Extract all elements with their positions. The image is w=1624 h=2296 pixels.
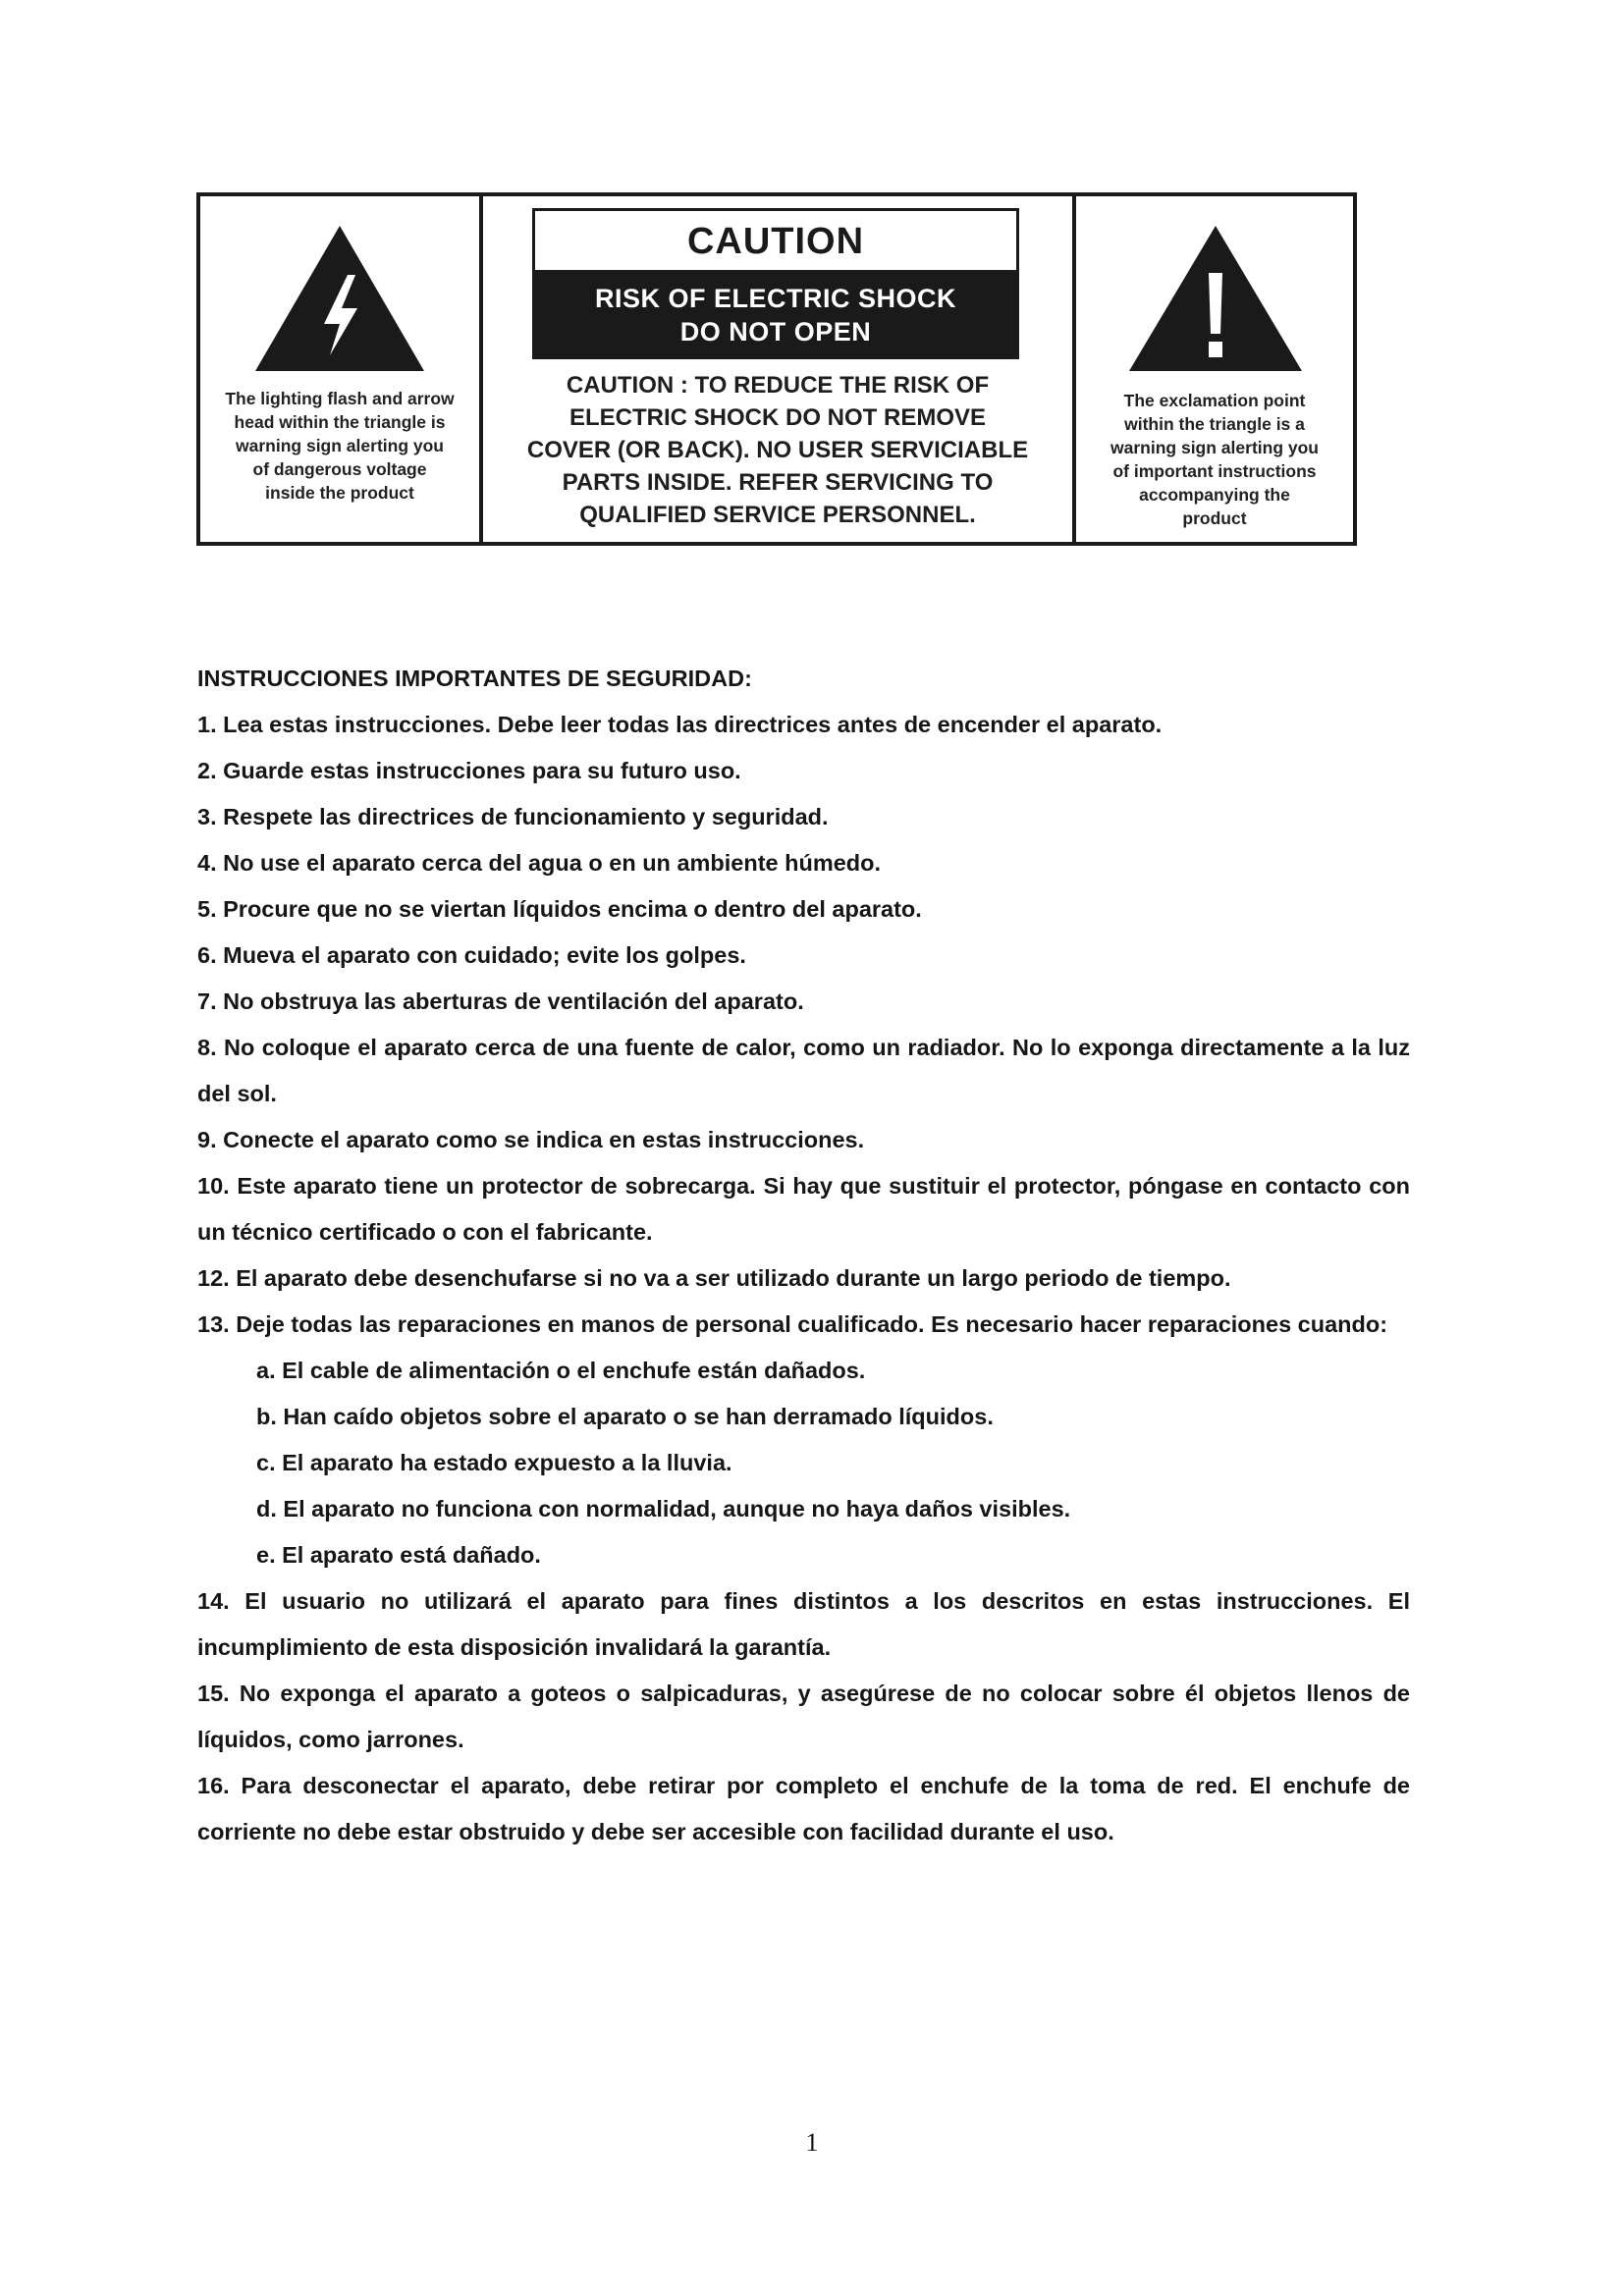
page-number: 1 [805, 2128, 819, 2157]
caution-title-box [532, 208, 1019, 359]
electric-shock-caption: The lighting flash and arrow head within the triangle is warning sign alerting you of dangerous voltage inside the product [225, 389, 455, 503]
instruction-item: 2. Guarde estas instrucciones para su futuro uso. [197, 758, 741, 783]
safety-instructions [197, 656, 1410, 1855]
electric-shock-warning-panel [200, 196, 483, 542]
instruction-item: 10. Este aparato tiene un protector de sobrecarga. Si hay que sustituir el protector, póngase en contacto con un técnico certificado o con el fabricante. [197, 1173, 1410, 1245]
instruction-item: 14. El usuario no utilizará el aparato para fines distintos a los descritos en estas instrucciones. El incumplimiento de esta disposición invalidará la garantía. [197, 1588, 1410, 1660]
lightning-flash-icon [253, 224, 426, 373]
instruction-item: 8. No coloque el aparato cerca de una fuente de calor, como un radiador. No lo exponga directamente a la luz del sol. [197, 1035, 1410, 1106]
instruction-item: 9. Conecte el aparato como se indica en estas instrucciones. [197, 1127, 865, 1152]
instruction-subitem: e. El aparato está dañado. [256, 1542, 541, 1568]
instruction-item: 12. El aparato debe desenchufarse si no va a ser utilizado durante un largo periodo de tiempo. [197, 1265, 1231, 1291]
caution-center-panel [483, 196, 1076, 542]
instructions-heading: INSTRUCCIONES IMPORTANTES DE SEGURIDAD: [197, 666, 752, 691]
risk-of-shock-band: RISK OF ELECTRIC SHOCK DO NOT OPEN [535, 270, 1016, 356]
caution-body-text: CAUTION : TO REDUCE THE RISK OF ELECTRIC SHOCK DO NOT REMOVE COVER (OR BACK). NO USER SERVICIABLE PARTS INSIDE. REFER SERVICING TO QUALIFIED SERVICE PERSONNEL. [526, 372, 1029, 528]
instruction-subitem: b. Han caído objetos sobre el aparato o se han derramado líquidos. [256, 1404, 994, 1429]
instruction-item: 13. Deje todas las reparaciones en manos de personal cualificado. Es necesario hacer reparaciones cuando: [197, 1311, 1388, 1337]
instruction-item: 5. Procure que no se viertan líquidos encima o dentro del aparato. [197, 896, 922, 922]
instruction-item: 7. No obstruya las aberturas de ventilación del aparato. [197, 988, 804, 1014]
instruction-item: 15. No exponga el aparato a goteos o salpicaduras, y asegúrese de no colocar sobre él objetos llenos de líquidos, como jarrones. [197, 1681, 1410, 1752]
instruction-item: 3. Respete las directrices de funcionamiento y seguridad. [197, 804, 829, 829]
exclamation-caption: The exclamation point within the triangle is a warning sign alerting you of important instructions accompanying the product [1110, 391, 1319, 528]
instruction-subitem: d. El aparato no funciona con normalidad, aunque no haya daños visibles. [256, 1496, 1071, 1522]
instruction-item: 16. Para desconectar el aparato, debe retirar por completo el enchufe de la toma de red. El enchufe de corriente no debe estar obstruido y debe ser accesible con facilidad durante el uso. [197, 1773, 1410, 1844]
important-instructions-panel [1076, 196, 1353, 542]
caution-title: CAUTION [686, 221, 865, 262]
instruction-item: 4. No use el aparato cerca del agua o en un ambiente húmedo. [197, 850, 882, 876]
instruction-item: 1. Lea estas instrucciones. Debe leer todas las directrices antes de encender el aparato. [197, 712, 1163, 737]
exclamation-icon [1127, 224, 1304, 373]
instruction-item: 6. Mueva el aparato con cuidado; evite los golpes. [197, 942, 746, 968]
instruction-subitem: c. El aparato ha estado expuesto a la lluvia. [256, 1450, 732, 1475]
instruction-subitem: a. El cable de alimentación o el enchufe están dañados. [256, 1358, 866, 1383]
caution-label [196, 192, 1357, 546]
